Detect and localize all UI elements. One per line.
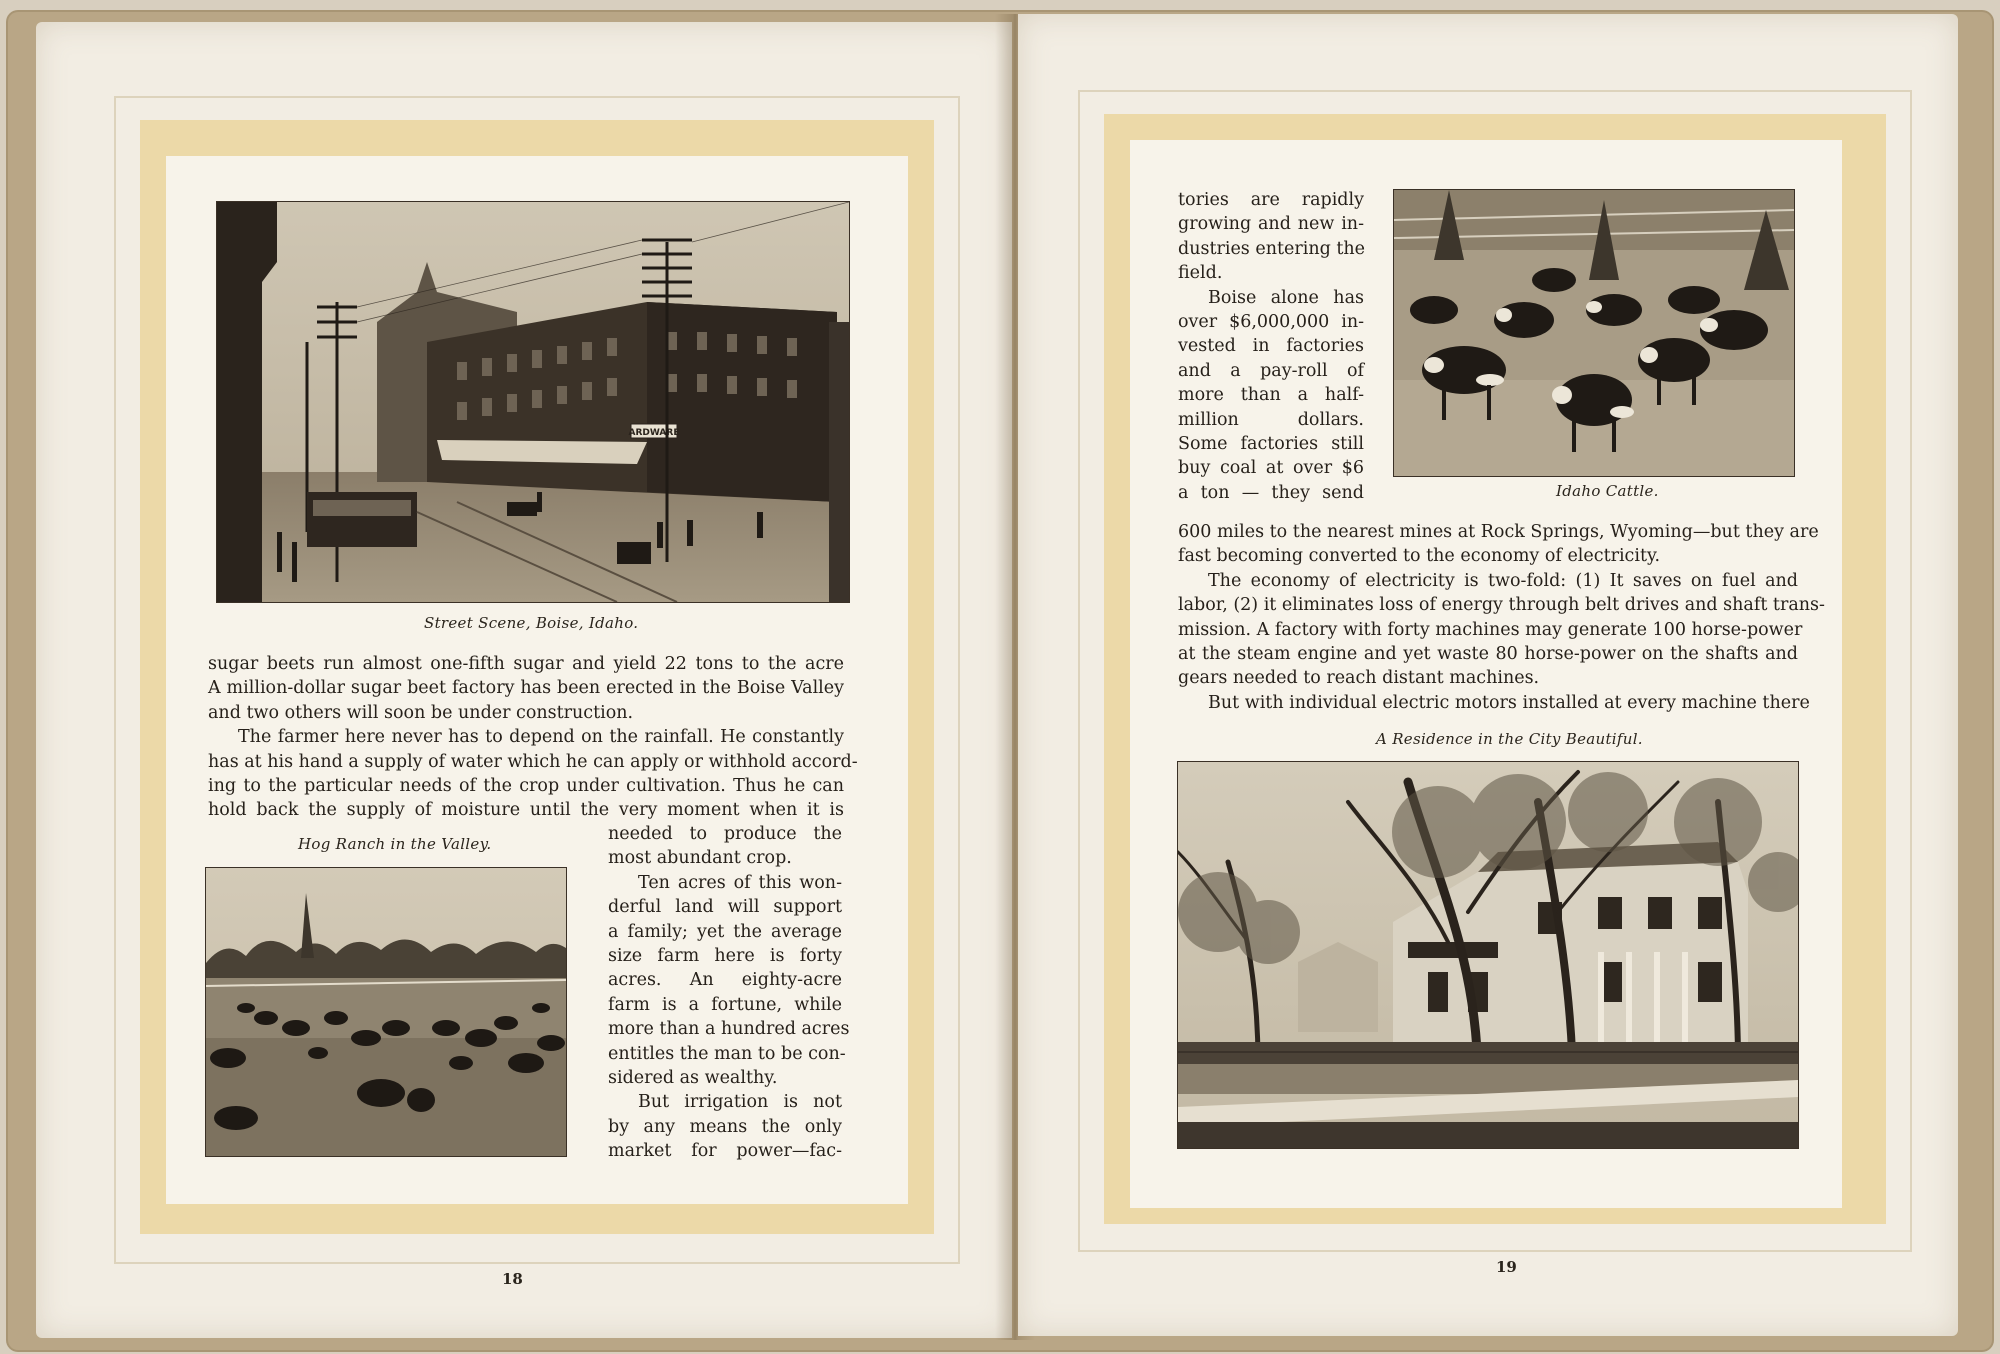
- text-line: fast becoming converted to the economy of electricity.: [1178, 546, 1661, 567]
- hog-ranch-photo: [206, 868, 566, 1156]
- text-line: by any means the only: [608, 1116, 842, 1137]
- text-line: acres. An eighty-acre: [608, 970, 842, 991]
- hog-ranch-caption: Hog Ranch in the Valley.: [298, 835, 492, 853]
- text-line: sugar beets run almost one-fifth sugar and yield 22 tons to the acre: [208, 654, 844, 674]
- text-line: most abundant crop.: [608, 848, 792, 869]
- text-line: But irrigation is not: [638, 1092, 842, 1113]
- text-line: buy coal at over $6: [1178, 458, 1364, 479]
- text-line: hold back the supply of moisture until the very moment when it is: [208, 800, 844, 821]
- left-page-number: 18: [502, 1270, 523, 1288]
- text-line: a ton — they send: [1178, 482, 1364, 503]
- text-line: labor, (2) it eliminates loss of energy through belt drives and shaft trans-: [1178, 595, 1825, 616]
- text-line: ing to the particular needs of the crop under cultivation. Thus he can: [208, 776, 844, 797]
- text-line: at the steam engine and yet waste 80 horse-power on the shafts and: [1178, 644, 1798, 665]
- hog-ranch-illustration: [206, 868, 566, 1156]
- text-line: and two others will soon be under construction.: [208, 702, 634, 723]
- text-line: market for power—fac-: [608, 1141, 842, 1162]
- text-line: tories are rapidly: [1178, 190, 1364, 210]
- text-line: farm is a fortune, while: [608, 994, 842, 1015]
- text-line: mission. A factory with forty machines may generate 100 horse-power: [1178, 619, 1803, 640]
- hardware-sign-text: ARDWARE: [628, 428, 680, 438]
- text-line: The farmer here never has to depend on the rainfall. He constantly: [238, 727, 844, 748]
- idaho-cattle-illustration: [1394, 190, 1794, 476]
- text-line: Some factories still: [1178, 434, 1364, 455]
- residence-photo: [1178, 762, 1798, 1148]
- text-line: But with individual electric motors installed at every machine there: [1208, 692, 1810, 713]
- text-line: needed to produce the: [608, 824, 842, 844]
- right-main-text: [1178, 520, 1825, 715]
- text-line: gears needed to reach distant machines.: [1178, 668, 1540, 689]
- text-line: a family; yet the average: [608, 921, 842, 942]
- text-line: has at his hand a supply of water which he can apply or withhold accord-: [208, 751, 858, 772]
- left-column-text: [608, 822, 850, 1164]
- residence-caption: A Residence in the City Beautiful.: [1376, 730, 1643, 748]
- text-line: and a pay-roll of: [1178, 360, 1364, 381]
- text-line: A million-dollar sugar beet factory has been erected in the Boise Valley: [208, 678, 844, 699]
- street-scene-caption: Street Scene, Boise, Idaho.: [424, 614, 639, 632]
- idaho-cattle-caption: Idaho Cattle.: [1556, 482, 1659, 500]
- right-page-number: 19: [1496, 1258, 1517, 1276]
- residence-illustration: [1178, 762, 1798, 1148]
- street-scene-illustration: [217, 202, 849, 602]
- text-line: derful land will support: [608, 897, 842, 918]
- text-line: Ten acres of this won-: [638, 872, 842, 893]
- text-line: more than a hundred acres: [608, 1019, 850, 1040]
- text-line: million dollars.: [1178, 409, 1364, 430]
- text-line: over $6,000,000 in-: [1178, 312, 1364, 333]
- idaho-cattle-photo: [1394, 190, 1794, 476]
- text-line: growing and new in-: [1178, 214, 1364, 235]
- text-line: dustries entering the: [1178, 238, 1366, 259]
- text-line: more than a half-: [1178, 385, 1364, 406]
- street-scene-photo: [217, 202, 849, 602]
- text-line: vested in factories: [1178, 336, 1364, 357]
- right-column-text: [1178, 188, 1364, 505]
- left-main-text: [208, 652, 858, 823]
- text-line: entitles the man to be con-: [608, 1043, 846, 1064]
- text-line: Boise alone has: [1208, 287, 1364, 308]
- text-line: The economy of electricity is two-fold: (1) It saves on fuel and: [1208, 570, 1798, 591]
- text-line: 600 miles to the nearest mines at Rock Springs, Wyoming—but they are: [1178, 522, 1819, 542]
- text-line: size farm here is forty: [608, 946, 842, 967]
- text-line: sidered as wealthy.: [608, 1068, 778, 1089]
- text-line: field.: [1178, 263, 1223, 284]
